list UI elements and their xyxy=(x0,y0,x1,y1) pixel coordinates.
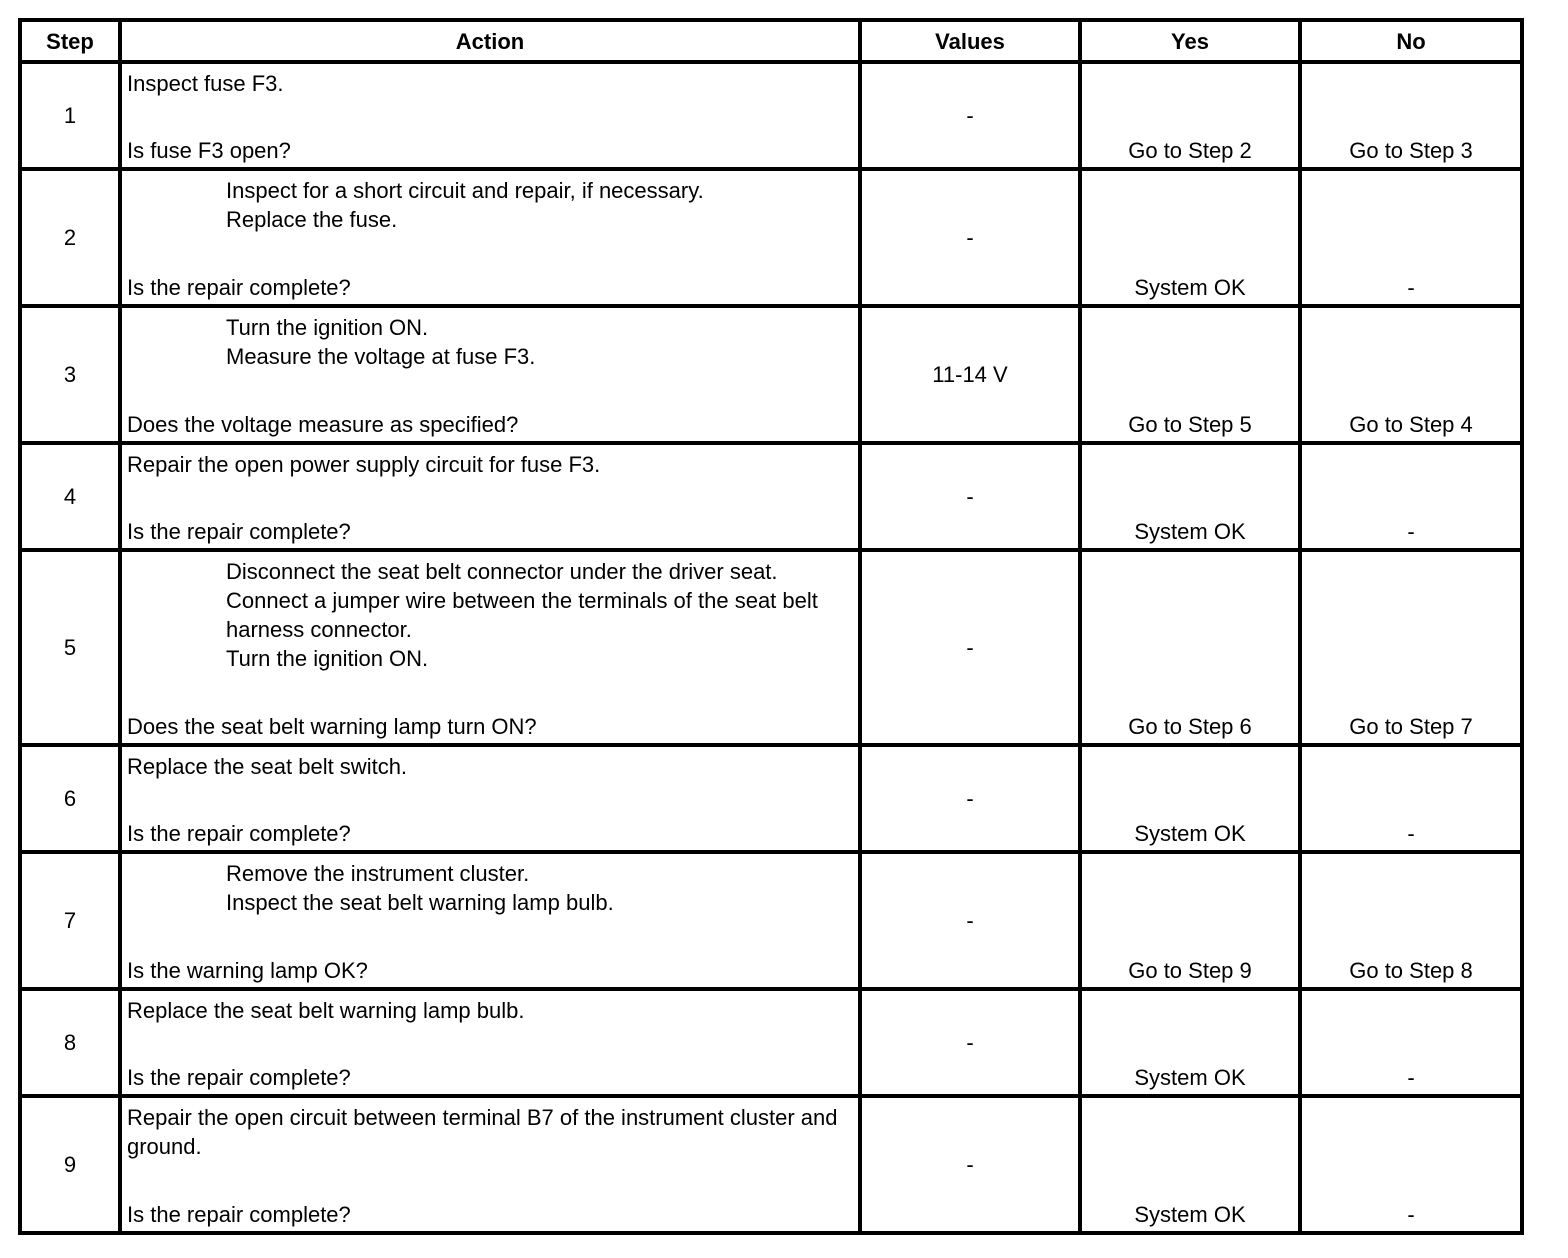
no-cell xyxy=(1300,852,1522,989)
action-cell xyxy=(120,1096,860,1233)
diagnostic-table xyxy=(18,18,1524,1235)
header-step: Step xyxy=(20,20,120,62)
action-instructions xyxy=(122,1098,858,1161)
instruction-line: Repair the open circuit between terminal B7 of the instrument cluster and ground. xyxy=(127,1105,838,1159)
action-question: Is the repair complete? xyxy=(127,1065,351,1090)
no-result: - xyxy=(1407,1202,1415,1227)
values-cell: - xyxy=(860,62,1080,169)
yes-cell xyxy=(1080,852,1300,989)
values-cell: - xyxy=(860,550,1080,745)
action-instructions xyxy=(122,308,858,371)
action-question: Is the repair complete? xyxy=(127,1202,351,1227)
step-number: 4 xyxy=(20,443,120,550)
table-row xyxy=(20,306,1522,443)
no-result: - xyxy=(1407,821,1415,846)
values-cell: - xyxy=(860,443,1080,550)
values-cell: - xyxy=(860,169,1080,306)
table-row xyxy=(20,169,1522,306)
yes-result: Go to Step 2 xyxy=(1128,138,1252,163)
action-cell xyxy=(120,745,860,852)
instruction-line: Replace the seat belt warning lamp bulb. xyxy=(127,998,525,1023)
header-yes: Yes xyxy=(1080,20,1300,62)
no-cell xyxy=(1300,306,1522,443)
instruction-line: Replace the seat belt switch. xyxy=(127,754,408,779)
action-cell xyxy=(120,306,860,443)
instruction-line: Measure the voltage at fuse F3. xyxy=(226,344,536,369)
no-cell xyxy=(1300,550,1522,745)
header-row xyxy=(20,20,1522,62)
no-cell xyxy=(1300,989,1522,1096)
values-cell: 11-14 V xyxy=(860,306,1080,443)
action-question: Is fuse F3 open? xyxy=(127,138,291,163)
instruction-line: Replace the fuse. xyxy=(226,207,398,232)
no-result: - xyxy=(1407,1065,1415,1090)
no-cell xyxy=(1300,1096,1522,1233)
step-number: 2 xyxy=(20,169,120,306)
values-cell: - xyxy=(860,1096,1080,1233)
no-cell xyxy=(1300,745,1522,852)
instruction-line: Disconnect the seat belt connector under the driver seat. xyxy=(226,559,778,584)
action-cell xyxy=(120,62,860,169)
values-cell: - xyxy=(860,745,1080,852)
instruction-line: Inspect for a short circuit and repair, if necessary. xyxy=(226,178,704,203)
action-instructions xyxy=(122,445,858,479)
action-question: Does the seat belt warning lamp turn ON? xyxy=(127,714,537,739)
action-question: Is the repair complete? xyxy=(127,275,351,300)
yes-cell xyxy=(1080,745,1300,852)
action-cell xyxy=(120,852,860,989)
no-result: Go to Step 8 xyxy=(1349,958,1473,983)
action-question: Is the warning lamp OK? xyxy=(127,958,368,983)
table-row xyxy=(20,550,1522,745)
yes-result: Go to Step 9 xyxy=(1128,958,1252,983)
instruction-line: Inspect the seat belt warning lamp bulb. xyxy=(226,890,614,915)
no-result: Go to Step 7 xyxy=(1349,714,1473,739)
instruction-line: Repair the open power supply circuit for fuse F3. xyxy=(127,452,601,477)
no-result: - xyxy=(1407,519,1415,544)
header-values: Values xyxy=(860,20,1080,62)
instruction-line: Turn the ignition ON. xyxy=(226,315,429,340)
step-number: 1 xyxy=(20,62,120,169)
yes-result: System OK xyxy=(1134,821,1246,846)
table-row xyxy=(20,989,1522,1096)
table-body xyxy=(20,62,1522,1233)
yes-cell xyxy=(1080,1096,1300,1233)
action-instructions xyxy=(122,552,858,673)
action-instructions xyxy=(122,171,858,234)
yes-cell xyxy=(1080,550,1300,745)
yes-result: System OK xyxy=(1134,1065,1246,1090)
action-question: Does the voltage measure as specified? xyxy=(127,412,519,437)
no-cell xyxy=(1300,169,1522,306)
instruction-line: Remove the instrument cluster. xyxy=(226,861,530,886)
yes-result: Go to Step 6 xyxy=(1128,714,1252,739)
yes-cell xyxy=(1080,443,1300,550)
table-row xyxy=(20,62,1522,169)
header-no: No xyxy=(1300,20,1522,62)
no-cell xyxy=(1300,443,1522,550)
step-number: 3 xyxy=(20,306,120,443)
action-instructions xyxy=(122,747,858,781)
values-cell: - xyxy=(860,989,1080,1096)
yes-result: Go to Step 5 xyxy=(1128,412,1252,437)
action-question: Is the repair complete? xyxy=(127,821,351,846)
no-result: - xyxy=(1407,275,1415,300)
action-instructions xyxy=(122,64,858,98)
action-cell xyxy=(120,989,860,1096)
action-question: Is the repair complete? xyxy=(127,519,351,544)
yes-cell xyxy=(1080,989,1300,1096)
yes-result: System OK xyxy=(1134,275,1246,300)
action-cell xyxy=(120,169,860,306)
yes-cell xyxy=(1080,169,1300,306)
instruction-line: Inspect fuse F3. xyxy=(127,71,284,96)
table-row xyxy=(20,745,1522,852)
header-action: Action xyxy=(120,20,860,62)
no-result: Go to Step 4 xyxy=(1349,412,1473,437)
action-cell xyxy=(120,443,860,550)
table-row xyxy=(20,443,1522,550)
action-cell xyxy=(120,550,860,745)
no-result: Go to Step 3 xyxy=(1349,138,1473,163)
yes-cell xyxy=(1080,306,1300,443)
action-instructions xyxy=(122,991,858,1025)
table-row xyxy=(20,852,1522,989)
step-number: 5 xyxy=(20,550,120,745)
table-row xyxy=(20,1096,1522,1233)
no-cell xyxy=(1300,62,1522,169)
yes-result: System OK xyxy=(1134,519,1246,544)
step-number: 8 xyxy=(20,989,120,1096)
step-number: 7 xyxy=(20,852,120,989)
yes-cell xyxy=(1080,62,1300,169)
instruction-line: Connect a jumper wire between the terminals of the seat belt harness connector. xyxy=(226,588,818,642)
instruction-line: Turn the ignition ON. xyxy=(226,646,429,671)
action-instructions xyxy=(122,854,858,917)
step-number: 6 xyxy=(20,745,120,852)
step-number: 9 xyxy=(20,1096,120,1233)
yes-result: System OK xyxy=(1134,1202,1246,1227)
values-cell: - xyxy=(860,852,1080,989)
